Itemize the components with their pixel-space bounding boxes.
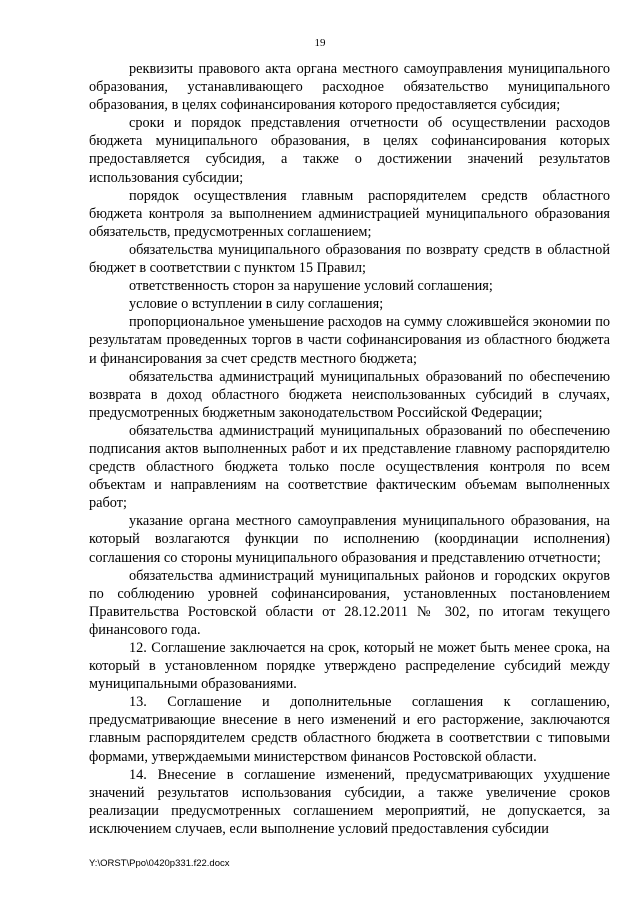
paragraph: указание органа местного самоуправления муниципального образования, на который возлагаются функции по исполнению (координации исполнения) соглашения со стороны муниципального образования и представлению отчетности; bbox=[89, 513, 610, 566]
paragraph: ответственность сторон за нарушение условий соглашения; bbox=[129, 278, 493, 295]
paragraph: реквизиты правового акта органа местного самоуправления муниципального образования, устанавливающего расходное обязательство муниципального образования, в целях софинансирования которого предоставляется субсидия; bbox=[89, 61, 610, 114]
page-number: 19 bbox=[314, 37, 326, 49]
paragraph: порядок осуществления главным распорядителем средств областного бюджета контроля за выполнением администрацией муниципального образования обязательств, предусмотренных соглашением; bbox=[89, 187, 610, 240]
body-text bbox=[89, 60, 610, 838]
paragraph-section-12: 12. Соглашение заключается на срок, который не может быть менее срока, на который в установленном порядке утверждено распределение субсидий между муниципальными образованиями. bbox=[89, 640, 610, 693]
paragraph: сроки и порядок представления отчетности об осуществлении расходов бюджета муниципального образования, в целях софинансирования которых предоставляется субсидия, а также о достижении значений результатов использования субсидии; bbox=[89, 115, 610, 186]
footer-file-path: Y:\ORST\Ppo\0420p331.f22.docx bbox=[89, 858, 230, 869]
paragraph: обязательства администраций муниципальных образований по обеспечению возврата в доход областного бюджета неиспользованных субсидий в случаях, предусмотренных бюджетным законодательством Российской Федерации; bbox=[89, 368, 610, 421]
paragraph-section-13: 13. Соглашение и дополнительные соглашения к соглашению, предусматривающие внесение в него изменений и его расторжение, заключаются главным распорядителем средств областного бюджета в соответствии с типовыми формами, утверждаемыми министерством финансов Ростовской области. bbox=[89, 694, 610, 765]
paragraph: обязательства администраций муниципальных образований по обеспечению подписания актов выполненных работ и их представление главному распорядителю средств областного бюджета только после осуществления контроля по всем объектам и направлениям на соответствие фактическим объемам выполненных работ; bbox=[89, 422, 610, 512]
paragraph: пропорциональное уменьшение расходов на сумму сложившейся экономии по результатам проведенных торгов в части софинансирования из областного бюджета и финансирования за счет средств местного бюджета; bbox=[89, 314, 610, 367]
paragraph: условие о вступлении в силу соглашения; bbox=[129, 296, 384, 313]
paragraph: обязательства администраций муниципальных районов и городских округов по соблюдению уровней софинансирования, установленных постановлением Правительства Ростовской области от 28.12.2011 № 302, по итогам текущего финансового года. bbox=[89, 567, 610, 638]
paragraph-section-14: 14. Внесение в соглашение изменений, предусматривающих ухудшение значений результатов использования субсидии, а также увеличение сроков реализации предусмотренных соглашением мероприятий, не допускается, за исключением случаев, если выполнение условий предоставления субсидии bbox=[89, 766, 610, 837]
paragraph: обязательства муниципального образования по возврату средств в областной бюджет в соответствии с пунктом 15 Правил; bbox=[89, 241, 610, 277]
